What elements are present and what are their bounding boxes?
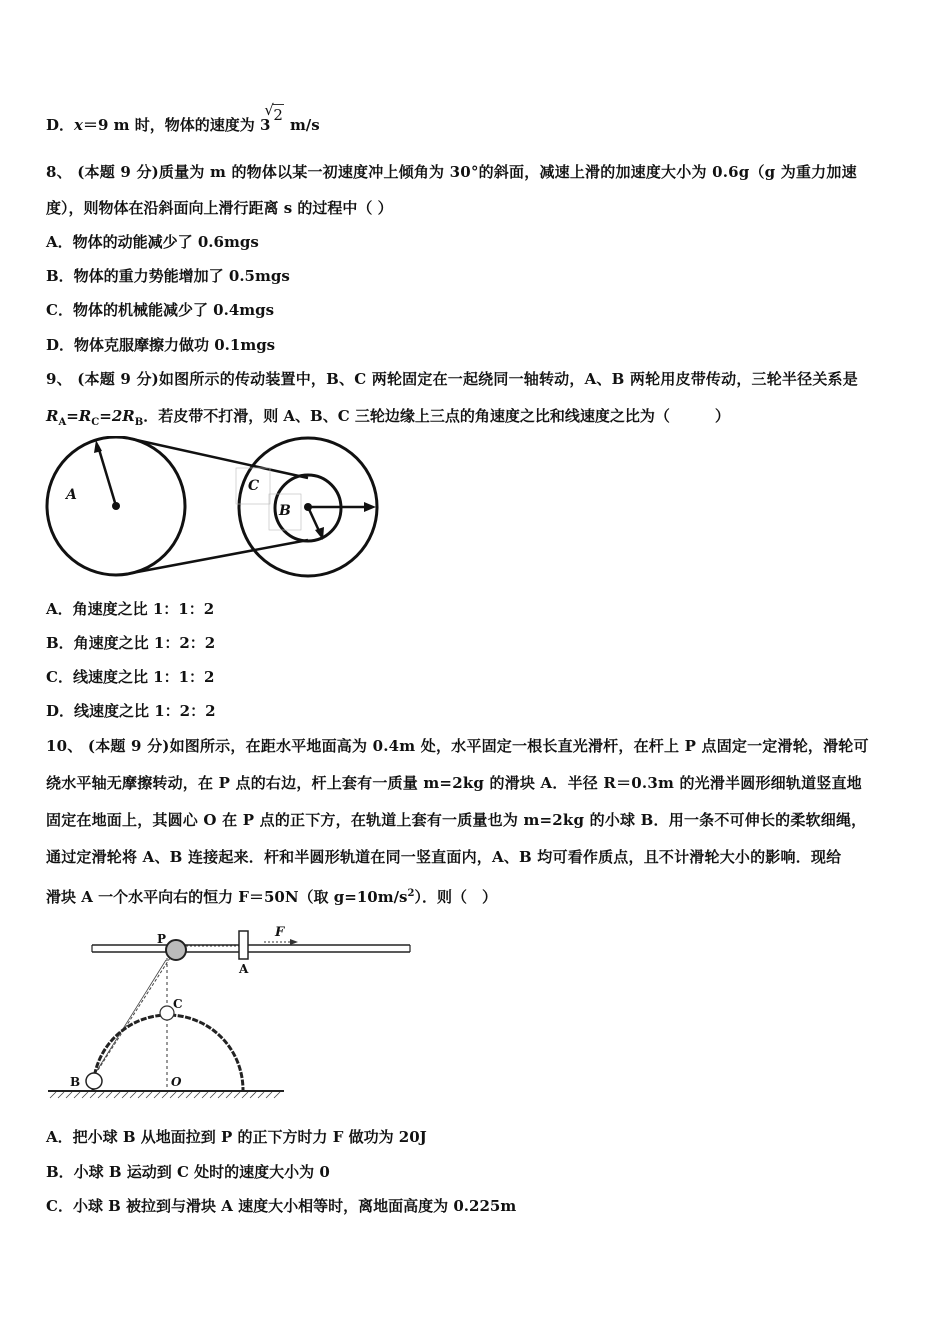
q7-option-d-radicand: 2 bbox=[273, 106, 283, 124]
sqrt-symbol: √ 2 bbox=[264, 101, 283, 124]
q10-option-a: A．把小球 B 从地面拉到 P 的正下方时力 F 做功为 20J bbox=[46, 1128, 427, 1146]
q10-stem-line4: 通过定滑轮将 A、B 连接起来．杆和半圆形轨道在同一竖直面内，A、B 均可看作质点，且不计滑轮大小的影响．现给 bbox=[46, 848, 842, 866]
ball-b-label: B bbox=[70, 1075, 81, 1089]
q9-sub-b: B bbox=[134, 417, 144, 428]
semicircle-track bbox=[93, 1015, 243, 1090]
q8-stem-line2: 度），则物体在沿斜面向上滑行距离 s 的过程中（ ） bbox=[46, 199, 393, 217]
q10-stem-line1: 10、 (本题 9 分)如图所示，在距水平地面高为 0.4m 处，水平固定一根长直光滑杆，在杆上 P 点固定一定滑轮，滑轮可 bbox=[46, 737, 869, 755]
q9-sub-a: A bbox=[58, 417, 67, 428]
q10-option-c: C．小球 B 被拉到与滑块 A 速度大小相等时，离地面高度为 0.225m bbox=[46, 1197, 517, 1215]
q9-stem-line1: 9、 (本题 9 分)如图所示的传动装置中，B、C 两轮固定在一起绕同一轴转动，A、B 两轮用皮带传动，三轮半径关系是 bbox=[46, 370, 858, 388]
wheel-a-radius-arrow bbox=[98, 446, 116, 506]
q9-sub-c: C bbox=[91, 417, 100, 428]
q10-stem-line3: 固定在地面上，其圆心 O 在 P 点的正下方，在轨道上套有一质量也为 m=2kg 的小球 B．用一条不可伸长的柔软细绳， bbox=[46, 811, 867, 829]
wheel-a-arrowhead bbox=[94, 440, 102, 453]
q8-option-c: C．物体的机械能减少了 0.4mgs bbox=[46, 301, 275, 319]
q9-option-d: D．线速度之比 1：2：2 bbox=[46, 702, 216, 720]
q7-option-d-unit: m/s bbox=[289, 116, 320, 134]
q9-stem-tail: ．若皮带不打滑，则 A、B、C 三轮边缘上三点的角速度之比和线速度之比为（ ） bbox=[143, 407, 730, 425]
slider-a-label: A bbox=[239, 962, 249, 976]
q7-option-d-prefix: D． bbox=[46, 116, 75, 134]
point-c-ring bbox=[160, 1006, 174, 1020]
q9-belt-drive-figure bbox=[40, 436, 385, 586]
q8-option-d: D．物体克服摩擦力做功 0.1mgs bbox=[46, 336, 276, 354]
q8-stem-line1: 8、 (本题 9 分)质量为 m 的物体以某一初速度冲上倾角为 30°的斜面，减速上滑的加速度大小为 0.6g（g 为重力加速 bbox=[46, 163, 857, 181]
pulley-p-label: P bbox=[157, 932, 167, 946]
q10-pulley-track-figure bbox=[44, 920, 414, 1102]
wheel-a-label: A bbox=[66, 487, 77, 503]
q9-eq2: =2R bbox=[99, 407, 135, 425]
q10-option-b: B．小球 B 运动到 C 处时的速度大小为 0 bbox=[46, 1163, 330, 1181]
q10-stem-line5-sup: 2 bbox=[407, 888, 415, 899]
force-f-label: F bbox=[275, 925, 285, 940]
q7-option-d bbox=[46, 101, 320, 135]
wheel-b-label: B bbox=[279, 503, 291, 519]
slider-a bbox=[239, 931, 248, 959]
q9-option-b: B．角速度之比 1：2：2 bbox=[46, 634, 216, 652]
center-o-label: O bbox=[171, 1075, 182, 1089]
q9-stem-line2 bbox=[46, 406, 730, 433]
q10-stem-line5-post: ）．则（ ） bbox=[414, 888, 497, 906]
q9-option-a: A．角速度之比 1：1：2 bbox=[46, 600, 215, 618]
wheel-c-arrowhead bbox=[364, 502, 376, 512]
point-c-label: C bbox=[173, 997, 183, 1011]
q7-option-d-var: x bbox=[74, 116, 83, 134]
q10-stem-line5-pre: 滑块 A 一个水平向右的恒力 F＝50N（取 g=10m/s bbox=[46, 888, 408, 906]
pulley-p bbox=[166, 940, 186, 960]
q9-option-c: C．线速度之比 1：1：2 bbox=[46, 668, 215, 686]
q8-option-a: A．物体的动能减少了 0.6mgs bbox=[46, 233, 259, 251]
wheel-c-label: C bbox=[248, 478, 260, 494]
q9-radius-a: R bbox=[46, 407, 59, 425]
q10-stem-line2: 绕水平轴无摩擦转动，在 P 点的右边，杆上套有一质量 m=2kg 的滑块 A．半径 R＝0.3m 的光滑半圆形细轨道竖直地 bbox=[46, 774, 862, 792]
q8-option-b: B．物体的重力势能增加了 0.5mgs bbox=[46, 267, 290, 285]
ball-b bbox=[86, 1073, 102, 1089]
q9-eq1: =R bbox=[66, 407, 92, 425]
force-f-arrowhead bbox=[290, 939, 298, 945]
rope-p-b bbox=[98, 958, 170, 1070]
belt-bottom bbox=[132, 540, 308, 573]
q7-option-d-mid: ＝9 m 时，物体的速度为 3 bbox=[82, 116, 271, 134]
ground-hatching bbox=[50, 1092, 280, 1098]
q10-stem-line5 bbox=[46, 884, 497, 907]
